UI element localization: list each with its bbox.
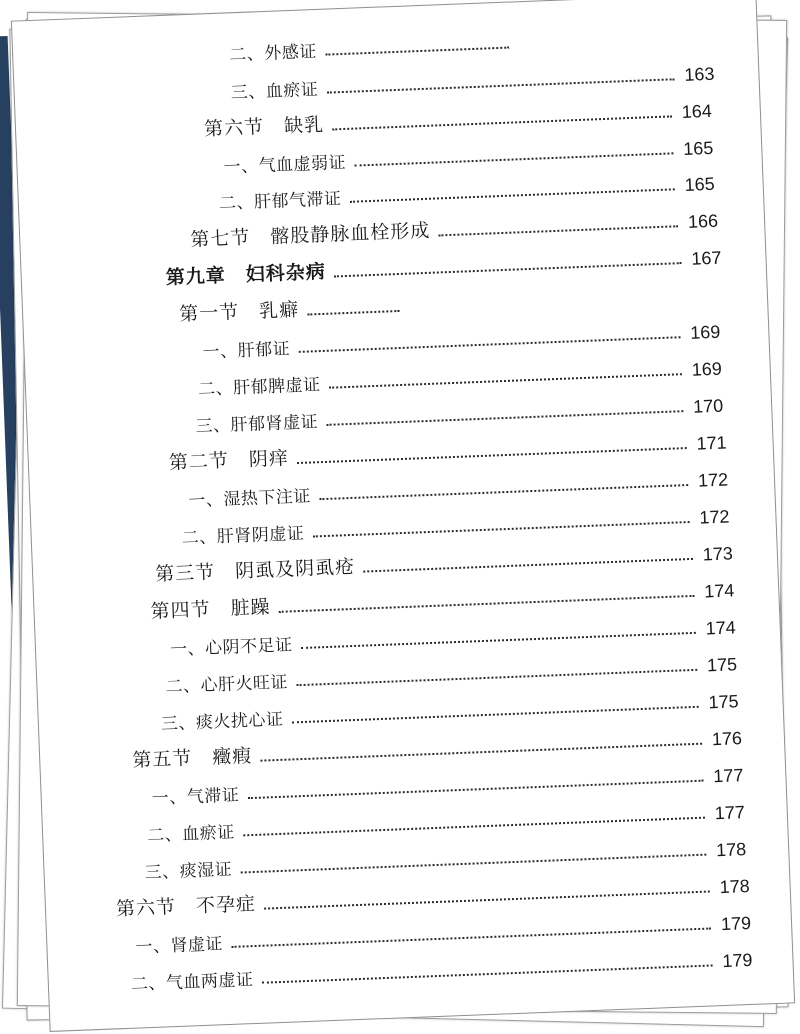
toc-entry-label: 三、肝郁肾虚证 — [195, 412, 319, 437]
toc-entry-page: 163 — [683, 63, 715, 85]
toc-entry-label: 三、痰火扰心证 — [160, 709, 284, 735]
toc-entry-label: 一、肝郁证 — [202, 339, 291, 363]
toc-entry-page: 174 — [703, 580, 735, 602]
dot-leader — [326, 410, 683, 426]
toc-entry-page: 177 — [714, 802, 746, 824]
toc-entry-page: 171 — [696, 432, 727, 454]
dot-leader — [260, 743, 702, 762]
toc-entry-label: 第四节 脏躁 — [150, 596, 271, 623]
toc-entry-label: 第九章 妇科杂病 — [165, 260, 327, 289]
dot-leader — [329, 373, 682, 389]
dot-leader — [363, 558, 693, 573]
dot-leader — [297, 447, 687, 464]
dot-leader — [261, 964, 712, 983]
toc-entry-label: 第三节 阴虱及阴虱疮 — [154, 555, 356, 586]
dot-leader — [264, 891, 710, 910]
toc-entry-page: 175 — [706, 654, 738, 676]
toc-section-heading — [179, 286, 440, 326]
toc-entry-label: 第七节 髂股静脉血栓形成 — [189, 219, 431, 251]
toc-entry-page: 179 — [722, 949, 753, 972]
toc-entry-page: 164 — [681, 100, 713, 122]
dot-leader — [334, 262, 682, 277]
toc-entry-page: 178 — [719, 875, 750, 898]
toc-entry-page: 172 — [699, 506, 730, 528]
dot-leader — [312, 521, 689, 537]
dot-leader — [325, 47, 509, 56]
toc-entry-label: 二、肝肾阴虚证 — [181, 523, 305, 549]
toc-entry-page: 165 — [684, 173, 716, 195]
toc-entry-label: 一、气血虚弱证 — [223, 152, 347, 178]
toc-entry-page: 175 — [708, 691, 739, 713]
toc-entry-label: 第二节 阴痒 — [168, 447, 290, 474]
dot-leader — [326, 78, 674, 93]
dot-leader — [296, 669, 697, 686]
toc-entry-page — [406, 316, 440, 317]
toc-entry-page: 174 — [705, 617, 737, 639]
dot-leader — [438, 225, 678, 236]
toc-entry — [229, 23, 550, 65]
toc-page — [11, 0, 795, 1032]
toc-entry-page: 179 — [720, 912, 752, 935]
toc-entry-label: 一、气滞证 — [151, 785, 240, 809]
toc-entry-label: 二、肝郁气滞证 — [218, 189, 342, 214]
toc-entry-page: 165 — [682, 137, 714, 159]
toc-entry-page: 178 — [715, 839, 747, 861]
dot-leader — [247, 780, 703, 800]
toc-entry-page: 177 — [712, 765, 744, 787]
toc-entry-page: 170 — [692, 395, 724, 417]
toc-entry-page: 167 — [691, 247, 722, 269]
toc-entry-label: 一、湿热下注证 — [188, 486, 312, 512]
dot-leader — [298, 336, 680, 353]
dot-leader — [307, 310, 399, 316]
toc-entry-page: 172 — [697, 469, 729, 491]
toc-entry-label: 二、气血两虚证 — [130, 970, 254, 995]
toc-entry-label: 一、心阴不足证 — [169, 635, 293, 661]
toc-entry-label: 二、外感证 — [228, 41, 318, 66]
toc-entry-label: 三、血瘀证 — [230, 79, 319, 104]
dot-leader — [319, 484, 688, 500]
toc-entry-label: 一、肾虚证 — [135, 934, 224, 958]
toc-entry-page — [516, 53, 550, 54]
toc-entry-label: 第一节 乳癖 — [178, 298, 300, 326]
dot-leader — [279, 595, 695, 613]
toc-entry-page: 169 — [689, 321, 721, 343]
toc-entry-label: 三、痰湿证 — [144, 859, 233, 884]
toc-entry-label: 二、心肝火旺证 — [165, 672, 289, 698]
toc-entry-label: 第五节 癥瘕 — [131, 744, 253, 772]
toc-entry-page: 173 — [702, 543, 734, 565]
dot-leader — [332, 115, 672, 130]
dot-leader — [354, 152, 673, 166]
dot-leader — [291, 706, 698, 724]
dot-leader — [350, 188, 675, 202]
dot-leader — [301, 632, 696, 649]
toc-entry-label: 二、肝郁脾虚证 — [197, 375, 321, 400]
toc-entry-page: 169 — [691, 358, 723, 380]
toc-entry-page: 176 — [711, 728, 743, 750]
toc-entry-label: 第六节 缺乳 — [203, 113, 325, 141]
toc-entry-label: 第六节 不孕症 — [115, 892, 257, 921]
toc-entry-label: 二、血瘀证 — [146, 822, 236, 847]
toc-entry-page: 166 — [687, 210, 719, 232]
